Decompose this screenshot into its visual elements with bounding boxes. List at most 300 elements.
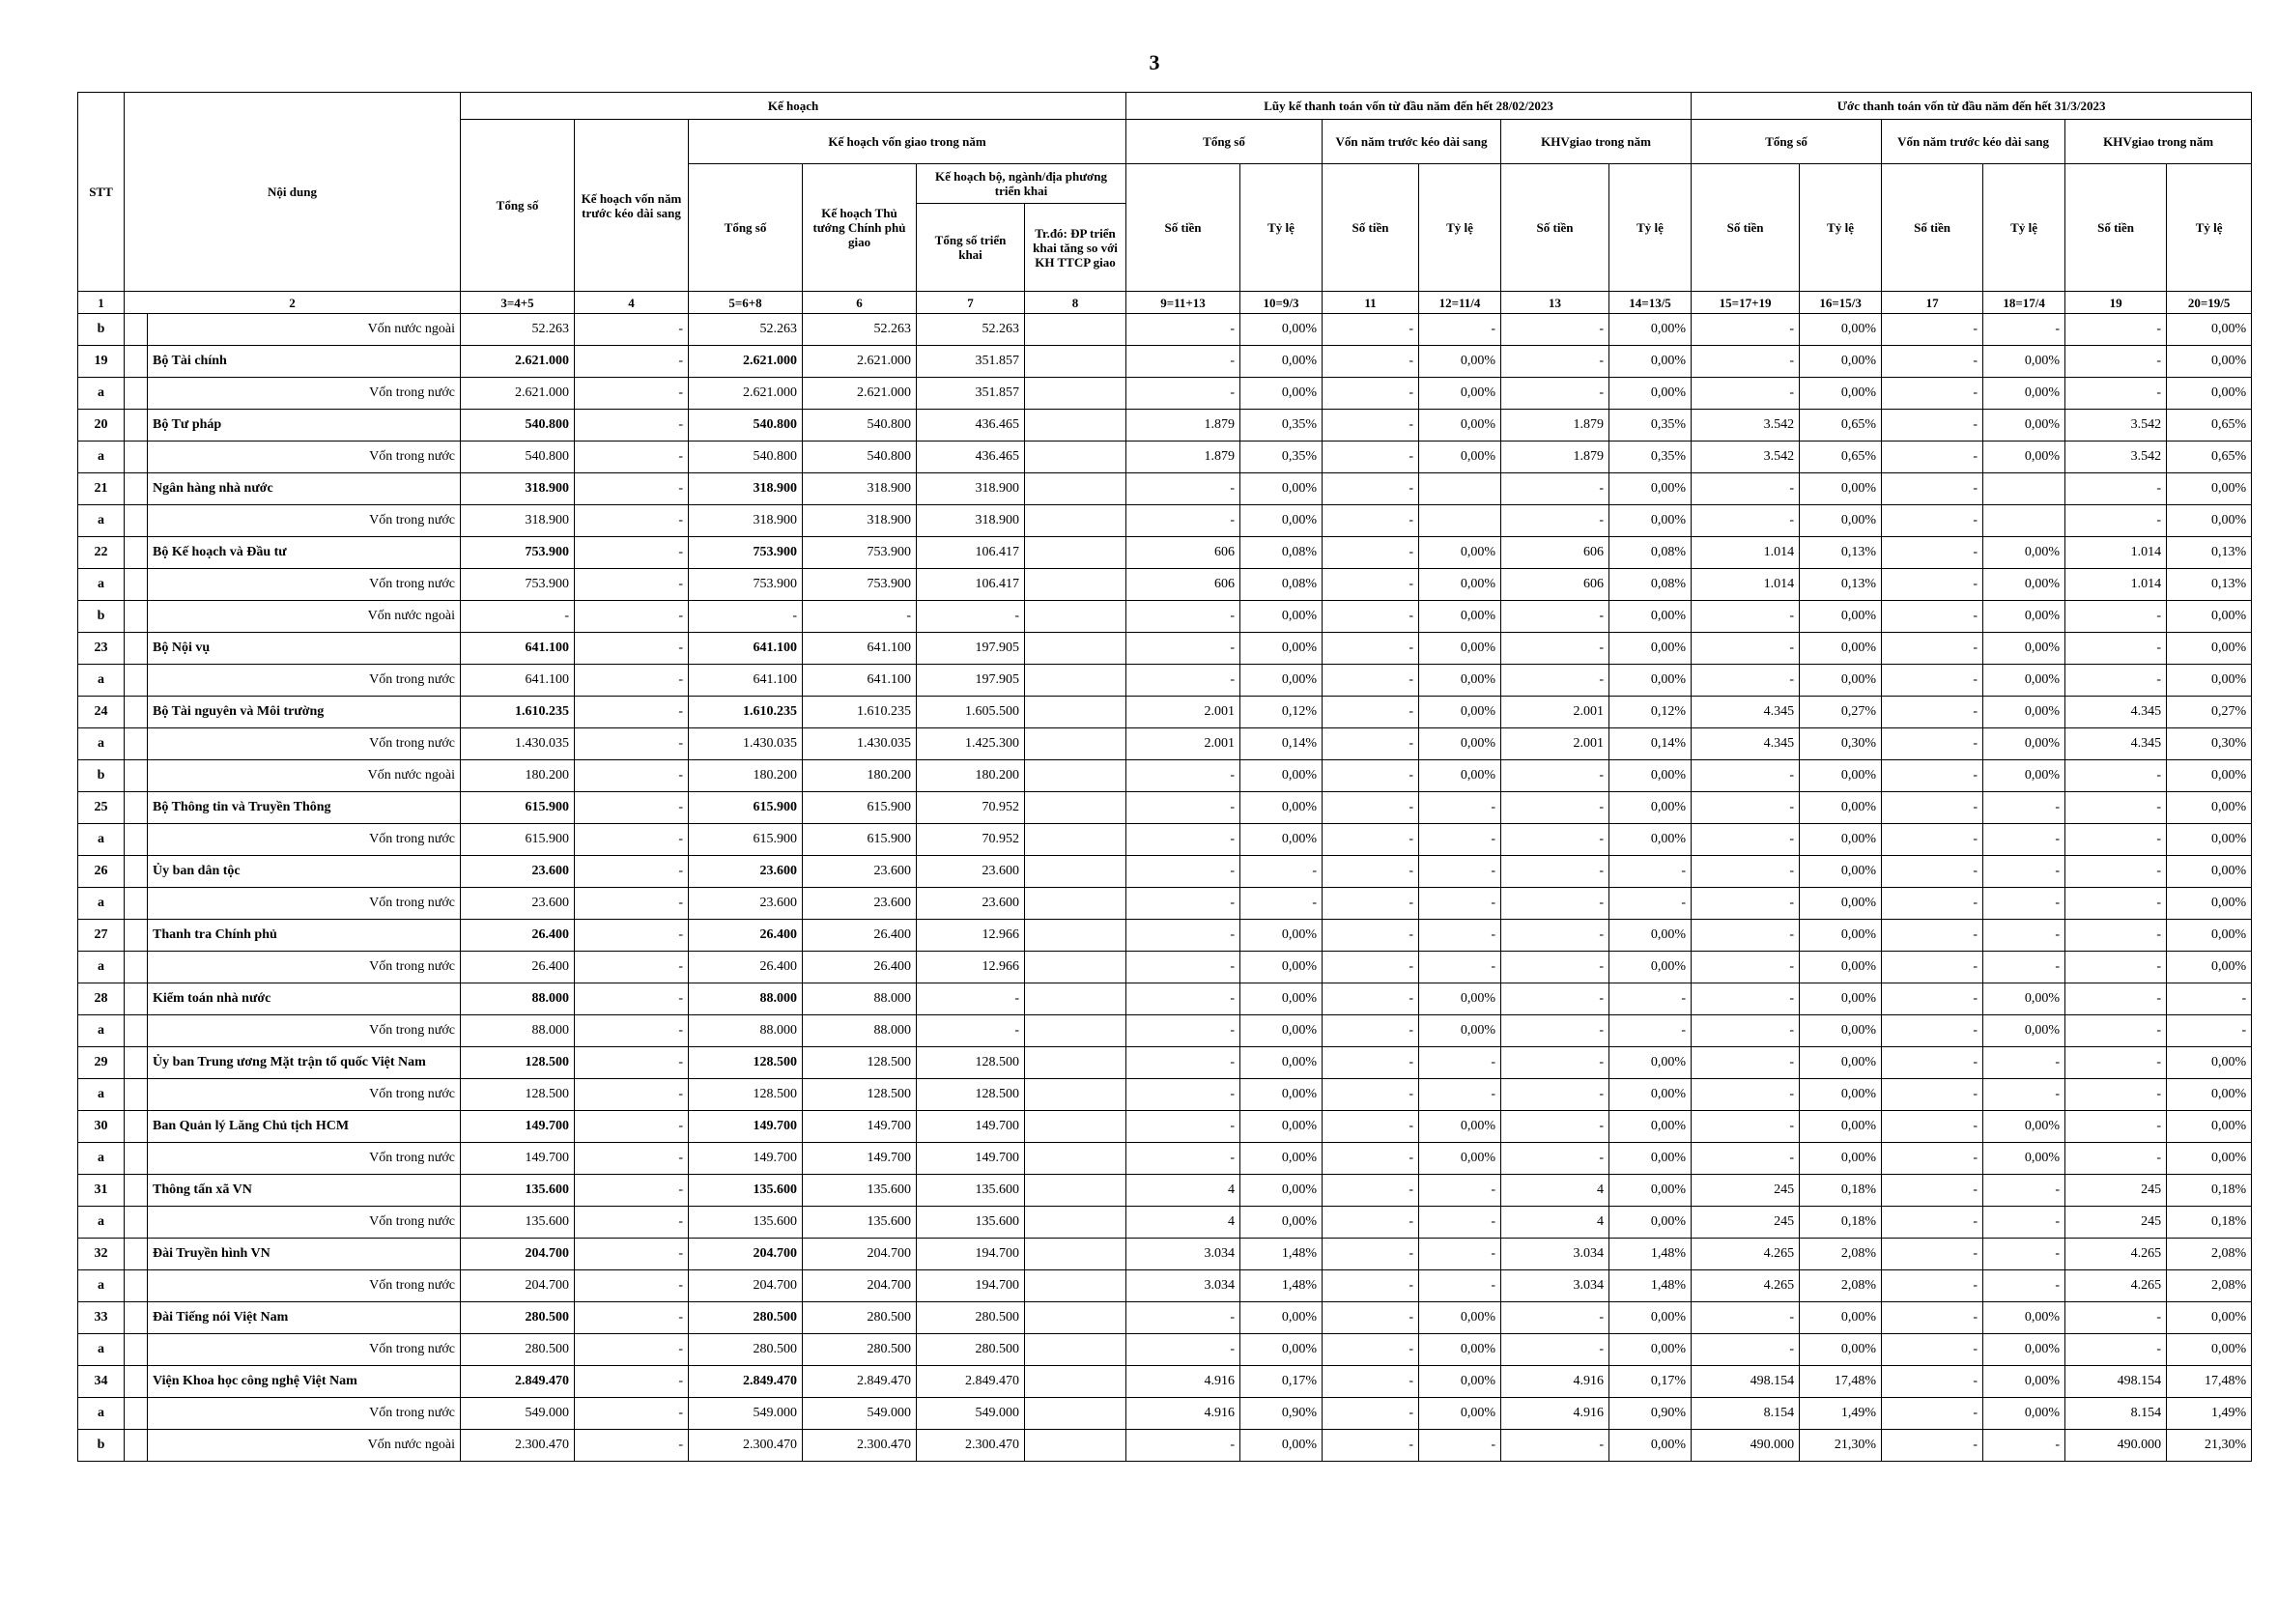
row-cell: 245 (2065, 1207, 2167, 1239)
row-cell: 0,00% (1240, 1207, 1323, 1239)
row-cell: 0,35% (1609, 442, 1692, 473)
row-cell: - (1882, 410, 1983, 442)
row-cell: - (1126, 1302, 1240, 1334)
row-cell: - (575, 1143, 689, 1175)
row-cell: 1.014 (2065, 569, 2167, 601)
row-cell: - (1692, 824, 1800, 856)
row-cell: 0,18% (2167, 1175, 2252, 1207)
row-cell: - (1323, 505, 1419, 537)
row-cell: - (1126, 920, 1240, 952)
header-ke-hoach: Kế hoạch (461, 93, 1126, 120)
row-cell: 0,35% (1240, 410, 1323, 442)
row-cell: - (1501, 983, 1609, 1015)
row-cell: - (1323, 1143, 1419, 1175)
row-cell: 149.700 (689, 1143, 803, 1175)
row-cell: 0,30% (2167, 728, 2252, 760)
row-spacer (125, 1270, 148, 1302)
row-cell (1025, 633, 1126, 665)
row-cell: - (1501, 601, 1609, 633)
row-spacer (125, 442, 148, 473)
table-row (78, 665, 2252, 697)
row-cell: 606 (1501, 569, 1609, 601)
row-cell: - (575, 505, 689, 537)
row-cell: 549.000 (803, 1398, 917, 1430)
row-cell: - (1419, 1430, 1501, 1462)
row-cell: 0,00% (1609, 1207, 1692, 1239)
header-so-tien: Số tiền (1882, 164, 1983, 292)
row-cell: - (1419, 792, 1501, 824)
row-cell: - (575, 1302, 689, 1334)
row-cell (1025, 952, 1126, 983)
row-cell: 0,17% (1240, 1366, 1323, 1398)
row-cell: 3.034 (1501, 1239, 1609, 1270)
row-cell: 21,30% (1800, 1430, 1882, 1462)
row-cell: 0,18% (1800, 1175, 1882, 1207)
header-kh-tong-so: Tổng số (461, 120, 575, 292)
row-cell: 4.265 (2065, 1270, 2167, 1302)
column-index-cell: 15=17+19 (1692, 292, 1800, 314)
header-ut-von-nam-truoc: Vốn năm trước kéo dài sang (1882, 120, 2065, 164)
row-name: Đài Tiếng nói Việt Nam (148, 1302, 461, 1334)
row-spacer (125, 983, 148, 1015)
row-cell: 0,14% (1609, 728, 1692, 760)
header-so-tien: Số tiền (1692, 164, 1800, 292)
row-cell: - (1692, 792, 1800, 824)
row-cell: 0,00% (1240, 1302, 1323, 1334)
table-row (78, 1111, 2252, 1143)
row-cell: - (917, 1015, 1025, 1047)
row-cell: 280.500 (461, 1302, 575, 1334)
row-cell: - (2065, 1047, 2167, 1079)
table-row (78, 569, 2252, 601)
row-name: Vốn trong nước (148, 824, 461, 856)
row-cell: 0,00% (1419, 569, 1501, 601)
row-cell: 52.263 (689, 314, 803, 346)
row-cell: - (1419, 1207, 1501, 1239)
row-cell: 128.500 (917, 1047, 1025, 1079)
column-index-cell: 3=4+5 (461, 292, 575, 314)
table-row (78, 888, 2252, 920)
row-cell: - (1323, 410, 1419, 442)
row-cell: - (803, 601, 917, 633)
row-spacer (125, 569, 148, 601)
row-cell: - (1983, 888, 2065, 920)
row-cell: - (1882, 856, 1983, 888)
row-cell: 0,00% (1419, 665, 1501, 697)
table-row (78, 1430, 2252, 1462)
row-cell: 2.300.470 (803, 1430, 917, 1462)
row-cell: - (1323, 537, 1419, 569)
row-cell: 0,00% (2167, 314, 2252, 346)
row-cell: 4.916 (1501, 1398, 1609, 1430)
row-cell: 0,00% (1240, 760, 1323, 792)
header-ty-le: Tỷ lệ (1240, 164, 1323, 292)
row-cell: 128.500 (689, 1079, 803, 1111)
row-spacer (125, 1047, 148, 1079)
row-cell: 0,13% (1800, 569, 1882, 601)
row-spacer (125, 1302, 148, 1334)
row-cell: 0,00% (1240, 920, 1323, 952)
row-cell: 1.879 (1501, 442, 1609, 473)
table-row (78, 346, 2252, 378)
row-cell: 0,00% (1983, 1366, 2065, 1398)
row-cell: 318.900 (689, 505, 803, 537)
row-cell: 3.034 (1126, 1239, 1240, 1270)
row-cell: 23.600 (917, 856, 1025, 888)
row-cell: - (1692, 1302, 1800, 1334)
row-cell: 128.500 (917, 1079, 1025, 1111)
row-cell: - (1323, 983, 1419, 1015)
row-spacer (125, 856, 148, 888)
row-cell: - (1692, 633, 1800, 665)
row-cell: - (1692, 601, 1800, 633)
row-cell: - (1692, 1334, 1800, 1366)
row-cell: - (1419, 824, 1501, 856)
row-cell: 753.900 (803, 569, 917, 601)
row-cell: - (2065, 633, 2167, 665)
header-tr-do-dp: Tr.đó: ĐP triển khai tăng so với KH TTCP giao (1025, 204, 1126, 292)
row-cell (1025, 537, 1126, 569)
row-spacer (125, 888, 148, 920)
row-cell: - (1240, 856, 1323, 888)
row-cell: 0,00% (1800, 505, 1882, 537)
row-cell: 0,00% (1240, 952, 1323, 983)
column-index-cell: 6 (803, 292, 917, 314)
column-index-cell: 4 (575, 292, 689, 314)
row-cell: - (1323, 633, 1419, 665)
row-cell: 0,27% (1800, 697, 1882, 728)
row-name: Viện Khoa học công nghệ Việt Nam (148, 1366, 461, 1398)
row-cell: - (575, 824, 689, 856)
row-cell: 490.000 (2065, 1430, 2167, 1462)
row-cell: 0,00% (1800, 1302, 1882, 1334)
header-kh-von-nam-truoc: Kế hoạch vốn năm trước kéo dài sang (575, 120, 689, 292)
row-spacer (125, 952, 148, 983)
row-stt: 30 (78, 1111, 125, 1143)
row-cell: - (1323, 442, 1419, 473)
row-cell: - (1323, 1207, 1419, 1239)
row-cell: - (1882, 760, 1983, 792)
row-spacer (125, 473, 148, 505)
header-so-tien: Số tiền (1501, 164, 1609, 292)
row-cell (1025, 1015, 1126, 1047)
row-cell: 2.849.470 (689, 1366, 803, 1398)
row-cell: - (2065, 1079, 2167, 1111)
row-cell: - (461, 601, 575, 633)
row-cell: 0,00% (1419, 1334, 1501, 1366)
row-cell: 753.900 (461, 569, 575, 601)
header-so-tien: Số tiền (2065, 164, 2167, 292)
row-cell: - (1983, 952, 2065, 983)
row-cell: 2.849.470 (461, 1366, 575, 1398)
row-cell: 0,00% (1983, 569, 2065, 601)
row-cell: 0,00% (2167, 888, 2252, 920)
row-stt: a (78, 728, 125, 760)
row-cell: - (575, 314, 689, 346)
header-ut-tong-so: Tổng số (1692, 120, 1882, 164)
row-stt: 29 (78, 1047, 125, 1079)
row-name: Kiểm toán nhà nước (148, 983, 461, 1015)
row-cell: - (2065, 1334, 2167, 1366)
row-cell: 0,00% (2167, 601, 2252, 633)
row-spacer (125, 505, 148, 537)
row-cell: 0,35% (1240, 442, 1323, 473)
row-cell: - (575, 1047, 689, 1079)
row-cell: 0,18% (2167, 1207, 2252, 1239)
row-cell: - (575, 1430, 689, 1462)
row-cell: - (1882, 728, 1983, 760)
row-cell: 0,00% (1800, 983, 1882, 1015)
row-cell: 1,48% (1609, 1270, 1692, 1302)
row-cell: 1.014 (1692, 569, 1800, 601)
row-cell: - (2065, 378, 2167, 410)
row-cell: 0,00% (1240, 1430, 1323, 1462)
row-cell: - (2065, 1302, 2167, 1334)
row-cell: - (1126, 633, 1240, 665)
row-spacer (125, 1015, 148, 1047)
row-cell: - (575, 569, 689, 601)
row-cell: 0,00% (2167, 633, 2252, 665)
row-cell: - (1692, 760, 1800, 792)
row-stt: 19 (78, 346, 125, 378)
row-cell: - (1126, 760, 1240, 792)
row-cell: 0,00% (1800, 952, 1882, 983)
row-cell: 204.700 (803, 1270, 917, 1302)
row-stt: 33 (78, 1302, 125, 1334)
row-cell: 0,00% (1419, 378, 1501, 410)
row-cell: - (1692, 888, 1800, 920)
row-cell: 135.600 (917, 1207, 1025, 1239)
row-cell: 4 (1501, 1175, 1609, 1207)
row-cell: 1.014 (1692, 537, 1800, 569)
row-cell: - (1609, 1015, 1692, 1047)
column-index-cell: 20=19/5 (2167, 292, 2252, 314)
row-cell: 0,00% (2167, 1111, 2252, 1143)
row-cell: 318.900 (461, 473, 575, 505)
table-row (78, 983, 2252, 1015)
row-cell: 0,00% (2167, 1143, 2252, 1175)
row-cell: - (575, 856, 689, 888)
row-stt: a (78, 505, 125, 537)
row-spacer (125, 1334, 148, 1366)
row-cell: 135.600 (461, 1207, 575, 1239)
row-cell: 0,00% (1983, 1302, 2065, 1334)
row-cell: 0,00% (1800, 824, 1882, 856)
row-cell: - (2065, 665, 2167, 697)
column-index-cell: 13 (1501, 292, 1609, 314)
row-cell: - (1882, 1111, 1983, 1143)
row-cell: 0,00% (1609, 633, 1692, 665)
row-cell: - (1882, 1302, 1983, 1334)
row-cell: 128.500 (803, 1079, 917, 1111)
row-cell (1025, 1207, 1126, 1239)
header-ty-le: Tỷ lệ (1983, 164, 2065, 292)
row-cell: 0,00% (1609, 473, 1692, 505)
row-cell: 0,00% (1609, 1079, 1692, 1111)
row-cell: 0,00% (1800, 920, 1882, 952)
row-cell: - (1323, 1270, 1419, 1302)
row-cell: - (1419, 1175, 1501, 1207)
row-cell: 0,08% (1240, 569, 1323, 601)
row-cell: 149.700 (803, 1143, 917, 1175)
row-stt: 31 (78, 1175, 125, 1207)
row-cell: 641.100 (461, 665, 575, 697)
row-cell: 0,00% (1983, 1143, 2065, 1175)
row-cell: 0,00% (1800, 888, 1882, 920)
row-stt: a (78, 1143, 125, 1175)
table-row (78, 920, 2252, 952)
row-cell: - (1323, 569, 1419, 601)
row-cell: 204.700 (461, 1239, 575, 1270)
row-cell: 0,35% (1609, 410, 1692, 442)
row-cell: 4.345 (2065, 728, 2167, 760)
column-index-cell: 12=11/4 (1419, 292, 1501, 314)
row-cell: - (1882, 1015, 1983, 1047)
row-cell: - (575, 1334, 689, 1366)
row-cell: - (575, 952, 689, 983)
row-cell: 1.605.500 (917, 697, 1025, 728)
row-cell: 2.621.000 (689, 346, 803, 378)
row-spacer (125, 760, 148, 792)
row-cell: - (2065, 505, 2167, 537)
row-name: Vốn trong nước (148, 1079, 461, 1111)
row-cell (1025, 410, 1126, 442)
row-name: Thông tấn xã VN (148, 1175, 461, 1207)
row-cell: 0,12% (1240, 697, 1323, 728)
table-row (78, 1079, 2252, 1111)
row-cell: 180.200 (461, 760, 575, 792)
table-row (78, 378, 2252, 410)
row-stt: a (78, 1015, 125, 1047)
row-cell: - (575, 1366, 689, 1398)
row-cell: 0,00% (2167, 505, 2252, 537)
row-stt: 28 (78, 983, 125, 1015)
row-cell: 0,00% (1419, 601, 1501, 633)
row-cell: 0,00% (1800, 1334, 1882, 1366)
row-cell: - (1419, 1047, 1501, 1079)
row-cell: - (1501, 1143, 1609, 1175)
row-cell: 180.200 (803, 760, 917, 792)
row-cell: - (1882, 665, 1983, 697)
row-cell: 149.700 (917, 1143, 1025, 1175)
row-cell: - (575, 697, 689, 728)
column-index-cell: 10=9/3 (1240, 292, 1323, 314)
row-cell: - (1882, 569, 1983, 601)
row-cell: - (1501, 1047, 1609, 1079)
row-cell: 3.542 (1692, 410, 1800, 442)
row-cell: 1.879 (1126, 410, 1240, 442)
row-cell: - (575, 1111, 689, 1143)
row-cell: 2.001 (1501, 728, 1609, 760)
row-cell: 2.300.470 (689, 1430, 803, 1462)
table-row (78, 314, 2252, 346)
row-cell: - (2065, 856, 2167, 888)
row-cell: 0,00% (1419, 1366, 1501, 1398)
row-cell: - (1882, 1207, 1983, 1239)
row-cell: - (1126, 1047, 1240, 1079)
row-cell: 318.900 (917, 473, 1025, 505)
row-cell: 135.600 (803, 1175, 917, 1207)
row-cell: 549.000 (461, 1398, 575, 1430)
row-cell: 0,00% (1983, 665, 2065, 697)
row-cell: 606 (1126, 537, 1240, 569)
row-stt: b (78, 1430, 125, 1462)
row-cell (1025, 760, 1126, 792)
row-name: Vốn trong nước (148, 888, 461, 920)
row-cell: 0,17% (1609, 1366, 1692, 1398)
row-cell: 0,00% (2167, 378, 2252, 410)
row-cell: 0,00% (1609, 920, 1692, 952)
row-name: Vốn trong nước (148, 1270, 461, 1302)
row-stt: 26 (78, 856, 125, 888)
row-cell: - (1126, 856, 1240, 888)
row-stt: 32 (78, 1239, 125, 1270)
row-spacer (125, 1111, 148, 1143)
row-spacer (125, 537, 148, 569)
row-cell: 0,00% (1609, 952, 1692, 983)
row-cell: - (1126, 601, 1240, 633)
row-cell: 753.900 (461, 537, 575, 569)
table-row (78, 952, 2252, 983)
row-cell (1025, 442, 1126, 473)
row-cell: 615.900 (803, 824, 917, 856)
row-cell: 2.001 (1126, 697, 1240, 728)
row-cell: - (2065, 792, 2167, 824)
table-row (78, 442, 2252, 473)
row-cell: 4.345 (2065, 697, 2167, 728)
header-kh-ttcp: Kế hoạch Thủ tướng Chính phủ giao (803, 164, 917, 292)
row-spacer (125, 1143, 148, 1175)
row-cell: 4 (1126, 1207, 1240, 1239)
row-spacer (125, 410, 148, 442)
row-cell: 0,00% (1240, 665, 1323, 697)
row-cell: - (1609, 888, 1692, 920)
row-cell: 0,00% (1983, 633, 2065, 665)
row-cell: 0,00% (1240, 1079, 1323, 1111)
row-name: Thanh tra Chính phủ (148, 920, 461, 952)
table-row (78, 1398, 2252, 1430)
row-stt: 23 (78, 633, 125, 665)
row-cell: 204.700 (689, 1239, 803, 1270)
row-name: Ban Quản lý Lăng Chủ tịch HCM (148, 1111, 461, 1143)
column-index-cell: 16=15/3 (1800, 292, 1882, 314)
row-cell (1025, 1047, 1126, 1079)
row-cell: - (1419, 952, 1501, 983)
row-spacer (125, 792, 148, 824)
row-cell: 0,00% (1609, 1430, 1692, 1462)
row-cell: - (575, 1015, 689, 1047)
row-cell: 0,18% (1800, 1207, 1882, 1239)
row-cell: 2,08% (2167, 1239, 2252, 1270)
row-cell: 280.500 (461, 1334, 575, 1366)
row-cell: 2.001 (1126, 728, 1240, 760)
row-cell: 52.263 (461, 314, 575, 346)
row-cell: 0,00% (1419, 410, 1501, 442)
row-cell: 615.900 (689, 792, 803, 824)
row-cell: - (1882, 633, 1983, 665)
row-cell: 23.600 (917, 888, 1025, 920)
row-cell: 641.100 (689, 665, 803, 697)
row-cell: - (1501, 378, 1609, 410)
row-name: Vốn trong nước (148, 728, 461, 760)
row-cell: - (1882, 601, 1983, 633)
row-cell: - (575, 1239, 689, 1270)
row-cell: - (2065, 824, 2167, 856)
row-cell: 280.500 (689, 1334, 803, 1366)
row-cell: - (1501, 665, 1609, 697)
row-cell: 2.300.470 (917, 1430, 1025, 1462)
row-cell: 351.857 (917, 378, 1025, 410)
